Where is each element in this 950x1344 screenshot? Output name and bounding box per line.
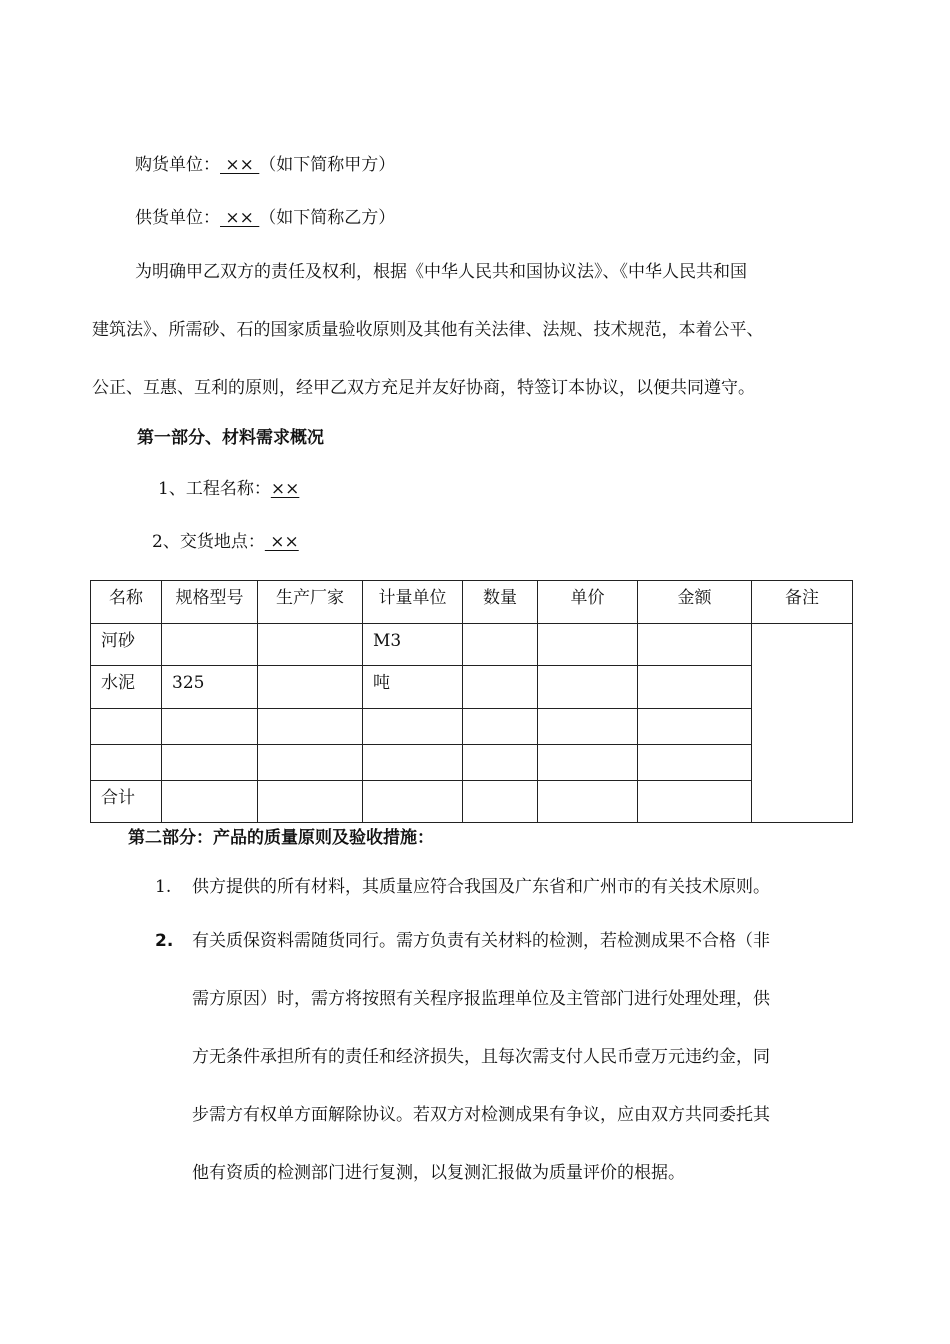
table-cell [463,709,538,745]
header-cell: 计量单位 [363,581,463,624]
header-cell: 单价 [538,581,638,624]
part2-title: 第二部分：产品的质量原则及验收措施： [128,828,434,848]
table-cell [463,781,538,823]
project-name-label: 1、工程名称： [158,479,271,499]
buyer-label: 购货单位： [135,155,220,175]
table-cell [162,781,258,823]
supplier-note: （如下简称乙方） [259,208,396,228]
table-cell [258,624,363,666]
table-cell [162,745,258,781]
table-cell [162,624,258,666]
item2-line-2: 需方原因）时，需方将按照有关程序报监理单位及主管部门进行处理处理，供 [192,989,770,1009]
supplier-label: 供货单位： [135,208,220,228]
table-cell [463,666,538,709]
table-cell [538,781,638,823]
buyer-note: （如下简称甲方） [259,155,396,175]
item1-number: 1. [155,877,172,897]
table-cell [258,666,363,709]
table-total-row [91,781,853,823]
supplier-line [135,208,395,228]
item2-line-5: 他有资质的检测部门进行复测，以复测汇报做为质量评价的根据。 [192,1163,685,1183]
table-cell [638,781,752,823]
header-cell: 规格型号 [162,581,258,624]
header-cell: 数量 [463,581,538,624]
table-cell [258,709,363,745]
table-cell: 吨 [363,666,463,709]
item1-text: 供方提供的所有材料，其质量应符合我国及广东省和广州市的有关技术原则。 [192,877,770,897]
buyer-value: ×× [220,155,260,175]
header-cell: 金额 [638,581,752,624]
table-cell [538,709,638,745]
header-cell: 名称 [91,581,162,624]
item2-line-4: 步需方有权单方面解除协议。若双方对检测成果有争议，应由双方共同委托其 [192,1105,770,1125]
item2-line-1: 有关质保资料需随货同行。需方负责有关材料的检测，若检测成果不合格（非 [192,931,770,951]
table-row [91,666,853,709]
buyer-line [135,155,395,175]
table-cell [363,781,463,823]
table-cell: 合计 [91,781,162,823]
project-name-line [158,479,299,499]
table-cell: 河砂 [91,624,162,666]
table-cell [363,745,463,781]
table-cell [91,745,162,781]
table-row [91,745,853,781]
table-row [91,709,853,745]
table-cell [538,624,638,666]
delivery-location-value: ×× [264,532,299,552]
intro-line-2: 建筑法》、所需砂、石的国家质量验收原则及其他有关法律、法规、技术规范，本着公平、 [92,320,764,340]
item2-number: 2. [155,931,174,951]
intro-line-3: 公正、互惠、互利的原则，经甲乙双方充足并友好协商，特签订本协议，以便共同遵守。 [92,378,755,398]
delivery-location-label: 2、交货地点： [152,532,265,552]
table-cell [538,745,638,781]
table-cell [463,624,538,666]
table-cell [538,666,638,709]
remarks-cell [752,624,853,823]
header-cell: 生产厂家 [258,581,363,624]
header-cell: 备注 [752,581,853,624]
part1-title: 第一部分、材料需求概况 [137,428,324,448]
table-cell: 水泥 [91,666,162,709]
item2-line-3: 方无条件承担所有的责任和经济损失，且每次需支付人民币壹万元违约金，同 [192,1047,770,1067]
table-header-row [91,581,853,624]
table-cell [91,709,162,745]
table-cell [258,781,363,823]
supplier-value: ×× [220,208,260,228]
delivery-location-line [152,532,299,552]
table-cell [363,709,463,745]
table-cell: 325 [162,666,258,709]
table-cell: M3 [363,624,463,666]
table-cell [258,745,363,781]
table-cell [638,666,752,709]
materials-table [90,580,853,823]
project-name-value: ×× [270,479,300,499]
table-cell [638,745,752,781]
table-cell [638,624,752,666]
table-row [91,624,853,666]
table-cell [638,709,752,745]
intro-line-1: 为明确甲乙双方的责任及权利，根据《中华人民共和国协议法》、《中华人民共和国 [135,262,747,282]
table-cell [463,745,538,781]
table-cell [162,709,258,745]
